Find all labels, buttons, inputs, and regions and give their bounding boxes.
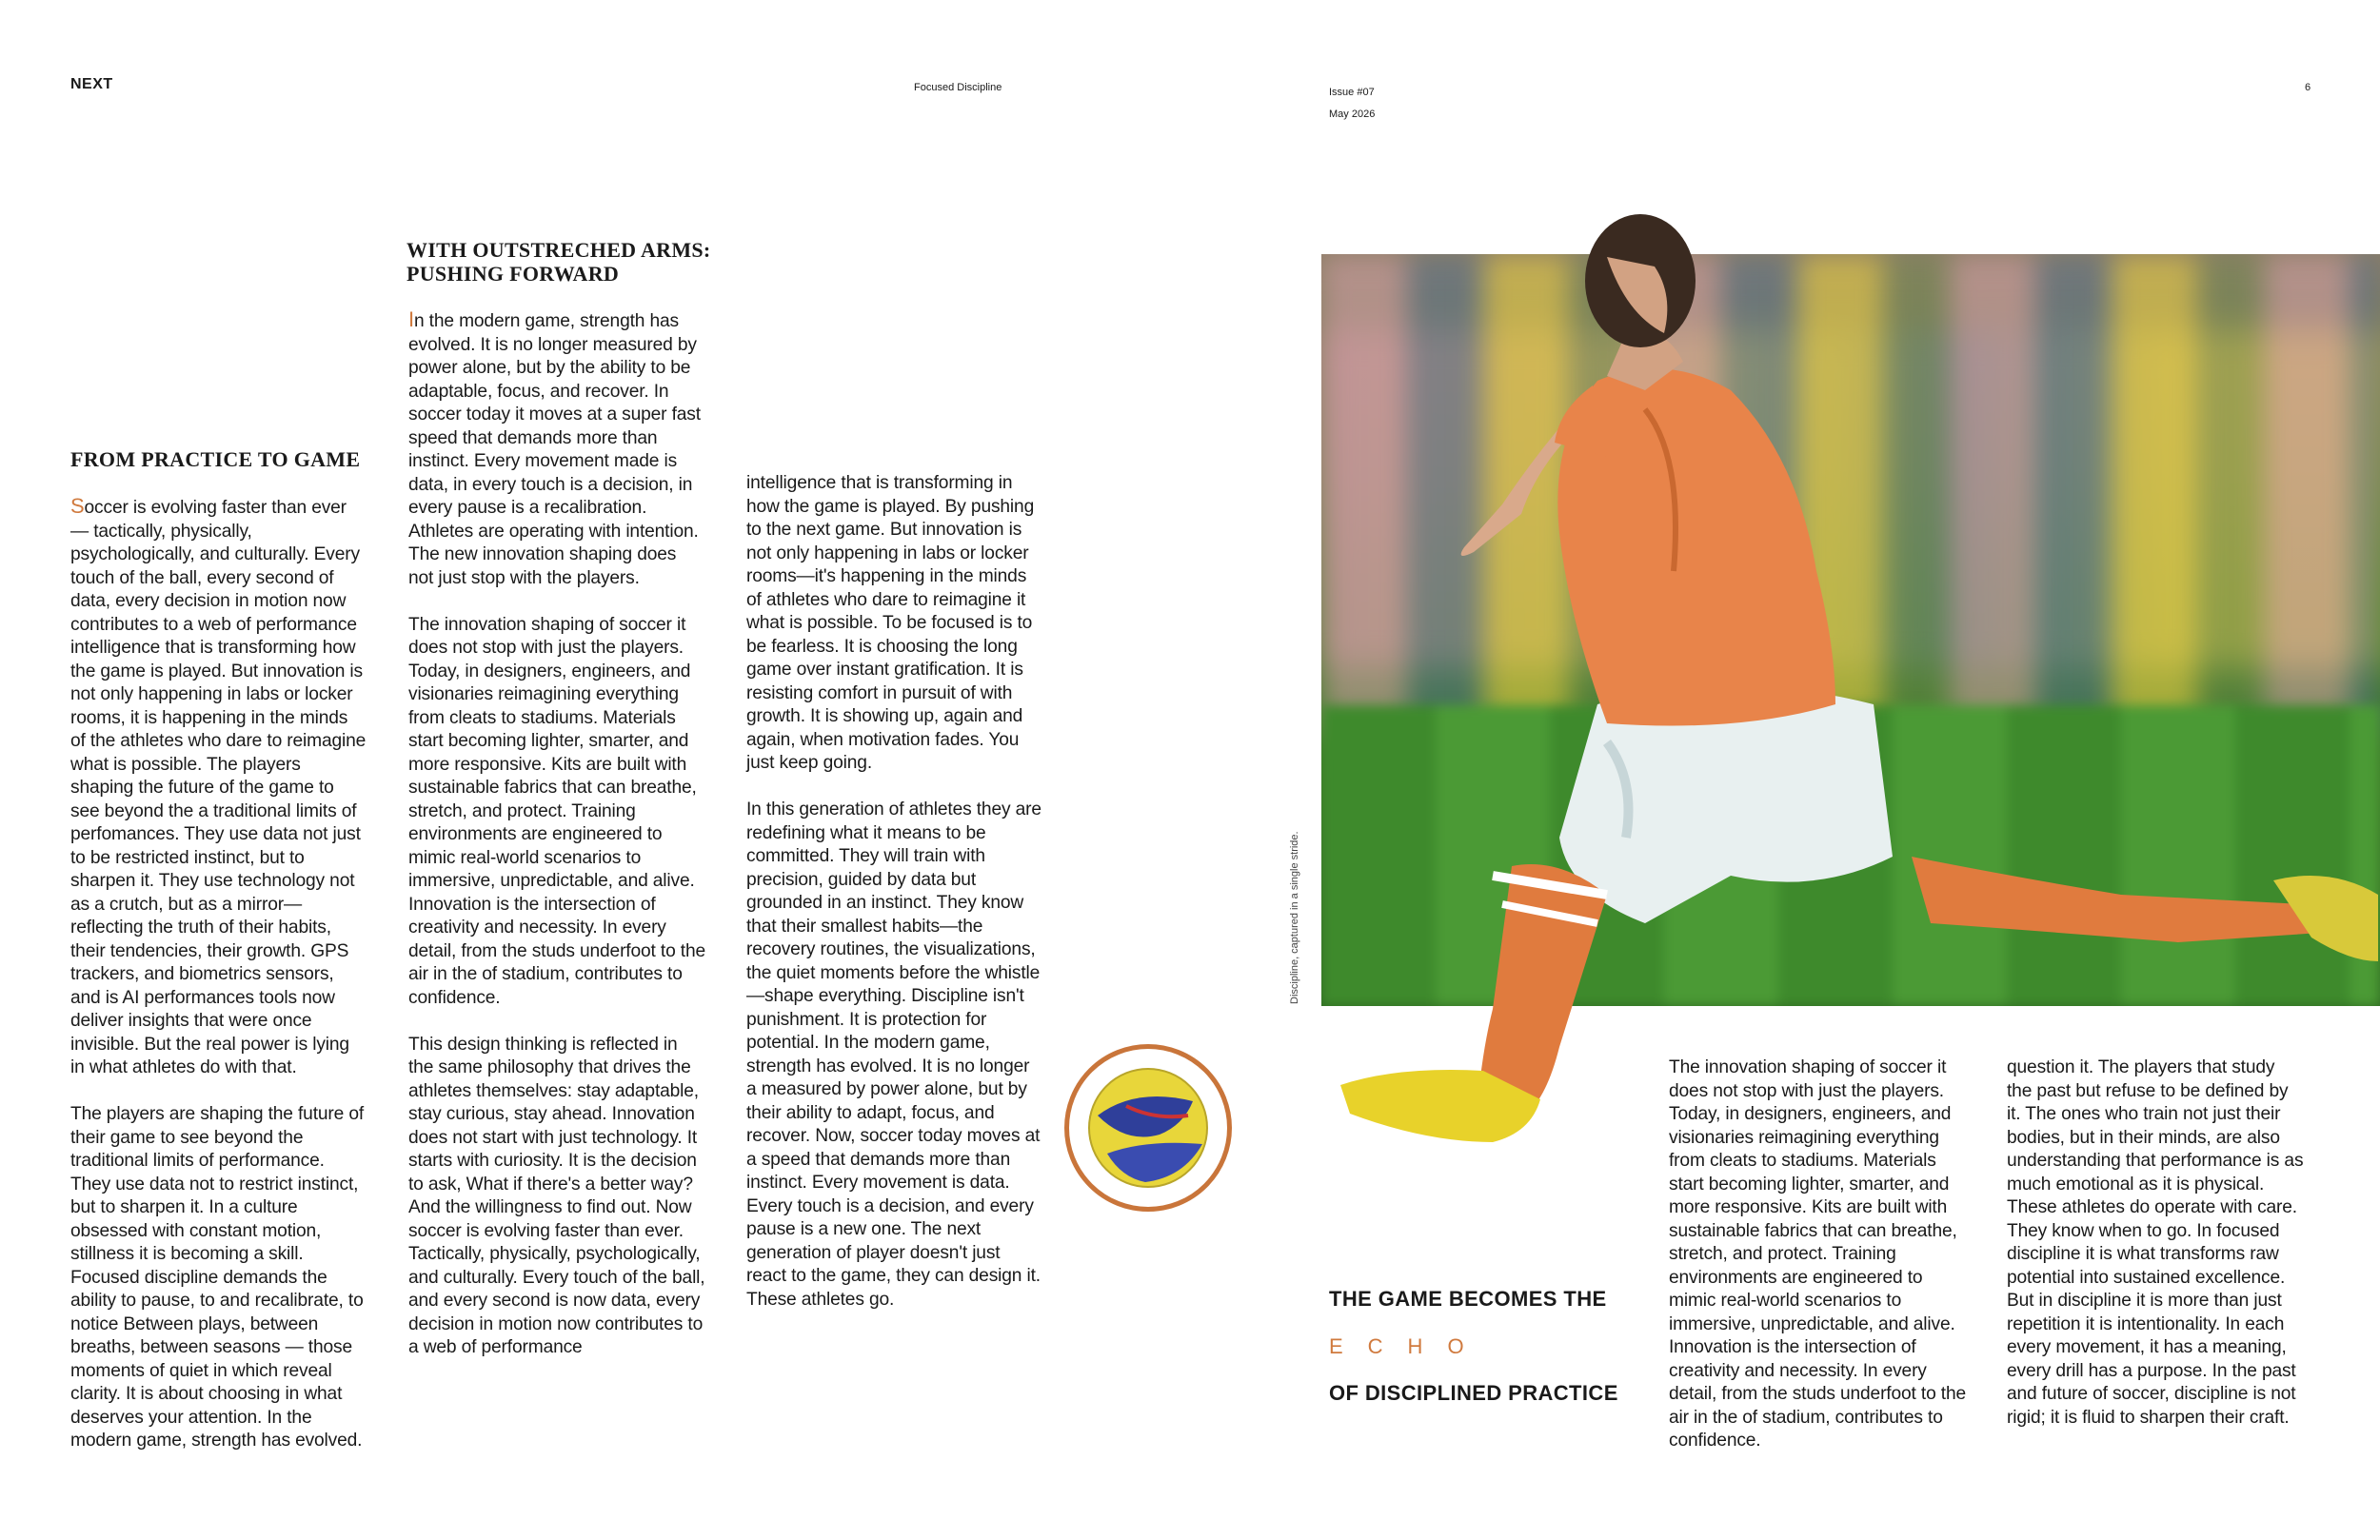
paragraph: The innovation shaping of soccer it does not stop with just the players. Today, in designers, engineers, and visionaries reimagining everything from cleats to stadiums. Materials start becoming lighter, smarter, and more responsive. Kits are built with sustainable fabrics that can breathe, stretch, and protect. Training environments are engineered to mimic real-world scenarios to immersive, unpredictable, and alive. Innovation is the intersection of creativity and necessity. In every detail, from the studs underfoot to the air in the of stadium, contributes to confidence. [408, 614, 705, 1008]
paragraph: Soccer is evolving faster than ever — tactically, physically, psychologically, and culturally. Every touch of the ball, every second of data, every decision in motion now contributes to a web of performance intelligence that is transforming how the game is played. But innovation is not only happening in labs or locker rooms, it is happening in the minds of the athletes who dare to reimagine what is possible. The players shaping the future of the game to see beyond the a traditional limits of perfomances. They use data not just to be restricted instinct, but to sharpen it. They use technology not as a crutch, but as a mirror—reflecting the truth of their habits, their tendencies, their growth. GPS trackers, and biometrics sensors, and is AI performances tools now deliver insights that were once invisible. But the real power is lying in what athletes do with that. [70, 494, 367, 1077]
issue-info [1329, 82, 1375, 126]
issue-number: Issue #07 [1329, 87, 1375, 98]
paragraph: The players are shaping the future of their game to see beyond the traditional limits of performance. They use data not to restrict instinct, but to sharpen it. In a culture obsessed with constant motion, stillness it is becoming a skill. Focused discipline demands the ability to pause, to and recalibrate, to notice Between plays, between breaths, between seasons — those moments of quiet in which reveal clarity. It is about choosing in what deserves your attention. In the modern game, strength has evolved. [70, 1104, 365, 1451]
pullquote-echo: ECHO [1329, 1334, 1489, 1358]
photo-caption: Discipline, captured in a single stride. [1289, 831, 1300, 1004]
section-heading-practice: FROM PRACTICE TO GAME [70, 447, 361, 471]
issue-date: May 2026 [1329, 109, 1376, 120]
article-column-1 [70, 495, 367, 1476]
page-number: 6 [2305, 82, 2311, 93]
paragraph: In the modern game, strength has evolved. It is no longer measured by power alone, but by the ability to be adaptable, focus, and recover. In soccer today it moves at a super fast speed that demands more than instinct. Every movement made is data, in every touch is a decision, in every pause is a recalibration. Athletes are operating with intention. The new innovation shaping does not just stop with the players. [408, 307, 701, 588]
paragraph: intelligence that is transforming in how the game is played. By pushing to the next game. But innovation is not only happening in labs or locker rooms—it's happening in the minds of athletes who dare to reimagine it what is possible. To be focused is to be fearless. It is choosing the long game over instant gratification. It is resisting comfort in pursuit of with growth. It is showing up, again and again, when motivation fades. You just keep going. [746, 473, 1035, 773]
drop-cap: S [70, 494, 85, 518]
pullquote-line-1: THE GAME BECOMES THE [1329, 1287, 1607, 1311]
paragraph: In this generation of athletes they are redefining what it means to be committed. They will train with precision, guided by data but grounded in an instinct. They know that their smallest habits—the recovery routines, the visualizations, the quiet moments before the whistle—shape everything. Discipline isn't punishment. It is protection for potential. In the modern game, strength has evolved. It is no longer a measured by power alone, but by their ability to adapt, focus, and recover. Now, soccer today moves at a speed that demands more than instinct. Every movement is data. Every touch is a decision, and every pause is a new one. The next generation of player doesn't just react to the game, they can design it. These athletes go. [746, 800, 1041, 1310]
section-heading-arms: WITH OUTSTRECHED ARMS: PUSHING FORWARD [407, 238, 711, 286]
soccer-ball-icon [1064, 1044, 1232, 1212]
paragraph: This design thinking is reflected in the same philosophy that drives the athletes themselves: stay adaptable, stay curious, stay ahead. Innovation does not start with just technology. It starts with curiosity. It is the decision to ask, What if there's a better way? And the willingness to find out. Now soccer is evolving faster than ever. Tactically, physically, psychologically, and culturally. Every touch of the ball, and every second is now data, every decision in motion now contributes to a web of performance [408, 1034, 705, 1357]
paragraph: The innovation shaping of soccer it does not stop with just the players. Today, in designers, engineers, and visionaries reimagining everything from cleats to stadiums. Materials start becoming lighter, smarter, and more responsive. Kits are built with sustainable fabrics that can breathe, stretch, and protect. Training environments are engineered to mimic real-world scenarios to immersive, unpredictable, and alive. Innovation is the intersection of creativity and necessity. In every detail, from the studs underfoot to the air in the of stadium, contributes to confidence. [1669, 1057, 1966, 1451]
magazine-brand: NEXT [70, 76, 113, 92]
pullquote-line-3: OF DISCIPLINED PRACTICE [1329, 1381, 1618, 1405]
article-column-4 [1669, 1056, 1966, 1476]
soccer-player-photo [1321, 171, 2380, 1180]
article-column-2 [408, 308, 705, 1383]
drop-cap: I [408, 307, 414, 331]
article-column-5 [2007, 1056, 2304, 1453]
paragraph: question it. The players that study the past but refuse to be defined by it. The ones who train not just their bodies, but in their minds, are also understanding that performance is as much emotional as it is physical. These athletes do operate with care. They know when to go. In focused discipline it is what transforms raw potential into sustained excellence. But in discipline it is more than just repetition it is intentionality. In each every movement, it has a meaning, every drill has a purpose. In the past and future of soccer, discipline is not rigid; it is fluid to sharpen their craft. [2007, 1057, 2304, 1428]
article-column-3 [746, 472, 1043, 1335]
section-title: Focused Discipline [914, 82, 1002, 93]
